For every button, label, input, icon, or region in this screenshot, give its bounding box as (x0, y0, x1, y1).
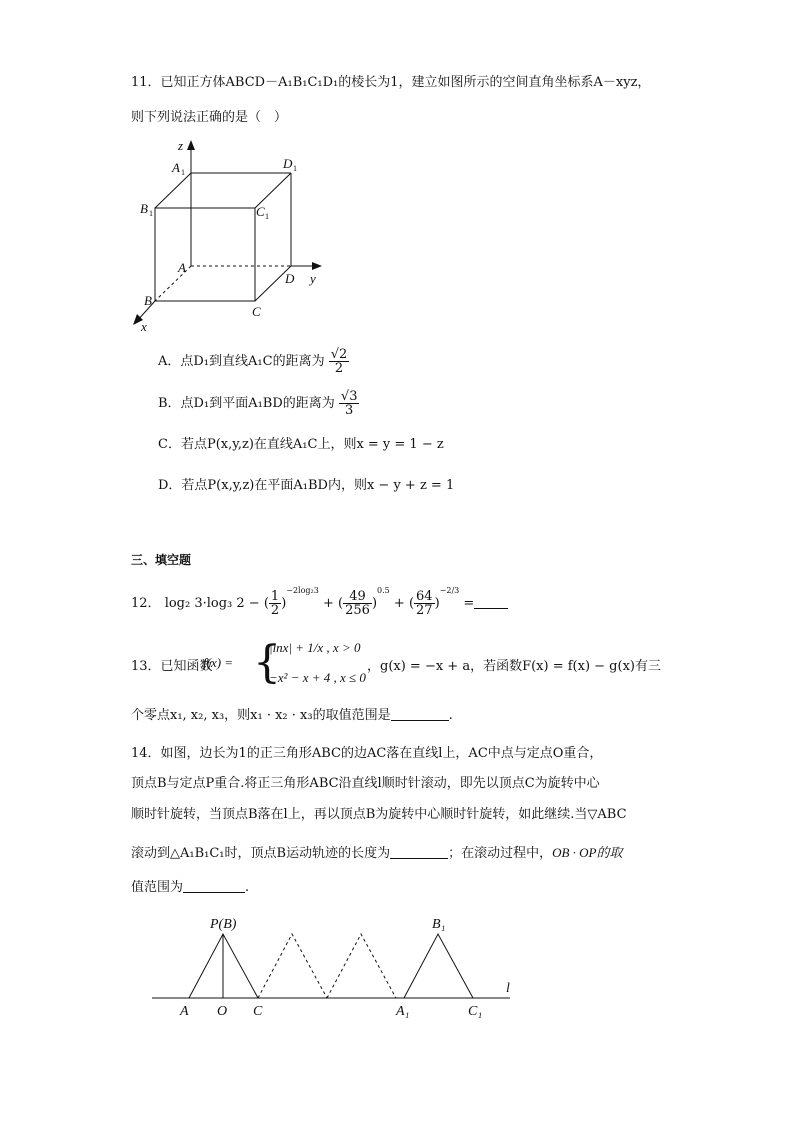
label-c-fig: C (253, 1004, 263, 1019)
frac3-num: 64 (416, 589, 433, 604)
q13-fx: f(x) = (203, 655, 234, 670)
label-l-fig: l (506, 981, 510, 996)
q12-exp1: −2log₂3 (286, 586, 319, 595)
paren-open: ( (263, 596, 269, 611)
dashed-triangle (327, 934, 396, 998)
q14-line4b: ；在滚动过程中， (448, 846, 553, 861)
q14-line3: 顺时针旋转，当顶点B落在l上，再以顶点B为旋转中心顺时针旋转，如此继续.当▽ABC (131, 807, 627, 822)
label-a1-fig: A₁ (396, 1004, 410, 1019)
label-d1: D (283, 156, 293, 171)
dashed-triangle (258, 934, 327, 998)
q13-prefix: 13．已知函数 (131, 659, 213, 674)
q14-end: . (245, 880, 250, 895)
frac2-num: 49 (343, 590, 372, 604)
paren-close: ) (281, 596, 287, 611)
option-a-den: 2 (334, 361, 344, 376)
frac3-den: 27 (416, 603, 433, 618)
q14-line4a: 滚动到△A₁B₁C₁时，顶点B运动轨迹的长度为 (131, 846, 391, 861)
label-b1-sub: 1 (149, 209, 153, 218)
q11-option-c: C．若点P(x,y,z)在直线A₁C上，则x = y = 1 − z (158, 437, 444, 452)
label-a: A (178, 260, 186, 275)
q13-g: ，g(x) = −x + a，若函数F(x) = f(x) − g(x)有三 (367, 659, 661, 674)
frac2-den: 256 (345, 603, 370, 618)
label-c: C (252, 304, 261, 319)
label-d: D (285, 271, 295, 286)
label-a1: A (172, 160, 180, 175)
option-b-den: 3 (345, 403, 354, 418)
q14-line2: 顶点B与定点P重合.将正三角形ABC沿直线l顺时针滚动，即先以顶点C为旋转中心 (131, 776, 600, 791)
q13-end: . (448, 708, 453, 723)
label-y: y (310, 271, 316, 286)
option-a-text: A．点D₁到直线A₁C的距离为 (158, 354, 325, 369)
q11-option-d: D．若点P(x,y,z)在平面A₁BD内，则x − y + z = 1 (158, 478, 455, 493)
option-b-text: B．点D₁到平面A₁BD的距离为 (158, 396, 335, 411)
triangle-a1b1c1 (404, 934, 473, 998)
q12-prefix: 12． (131, 596, 161, 611)
label-x: x (141, 319, 147, 334)
label-b1: B (140, 201, 148, 216)
option-b-num: √3 (340, 389, 358, 404)
q12-plus1: + (323, 596, 334, 611)
q13-case2: −x² − x + 4 , x ≤ 0 (269, 670, 366, 685)
half-den: 2 (270, 603, 280, 618)
label-d1-sub: 1 (293, 164, 297, 173)
label-pb: P(B) (210, 917, 237, 932)
label-c1-fig: C₁ (468, 1004, 483, 1019)
section-title: 三、填空题 (131, 553, 192, 567)
q12-exp2: 0.5 (377, 586, 390, 595)
q13-line2-text: 个零点x₁, x₂, x₃，则x₁ · x₂ · x₃的取值范围是 (131, 708, 391, 723)
q14-line1: 14．如图，边长为1的正三角形ABC的边AC落在直线l上，AC中点与定点O重合， (131, 746, 603, 761)
label-c1-sub: 1 (265, 212, 269, 221)
q14-vectors: OB · OP的取 (552, 845, 623, 860)
paren-close: ) (434, 596, 440, 611)
q12-eq: = (463, 596, 475, 611)
label-a-fig: A (180, 1004, 189, 1019)
label-b: B (144, 293, 152, 308)
label-o-fig: O (217, 1004, 228, 1019)
label-z: z (178, 138, 184, 153)
q12-exp3: −2/3 (439, 586, 460, 595)
paren-open: ( (408, 596, 415, 611)
label-a1-sub: 1 (181, 168, 185, 177)
q13-brace: { (253, 637, 281, 688)
label-b1-fig: B₁ (432, 917, 446, 932)
q13-case1: |lnx| + 1/x , x > 0 (269, 640, 361, 655)
q11-line1: 11．已知正方体ABCD－A₁B₁C₁D₁的棱长为1，建立如图所示的空间直角坐标系A－xyz， (131, 75, 651, 90)
q12-plus2: + (393, 596, 405, 611)
paren-close: ) (371, 596, 378, 611)
q11-line2: 则下列说法正确的是（ ） (131, 110, 288, 125)
option-a-num: √2 (330, 347, 348, 362)
paren-open: ( (338, 596, 344, 611)
q14-line5-text: 值范围为 (131, 880, 184, 895)
label-c1: C (256, 204, 265, 219)
half-num: 1 (270, 589, 280, 604)
q12-log: log₂ 3·log₃ 2 − (164, 596, 260, 611)
